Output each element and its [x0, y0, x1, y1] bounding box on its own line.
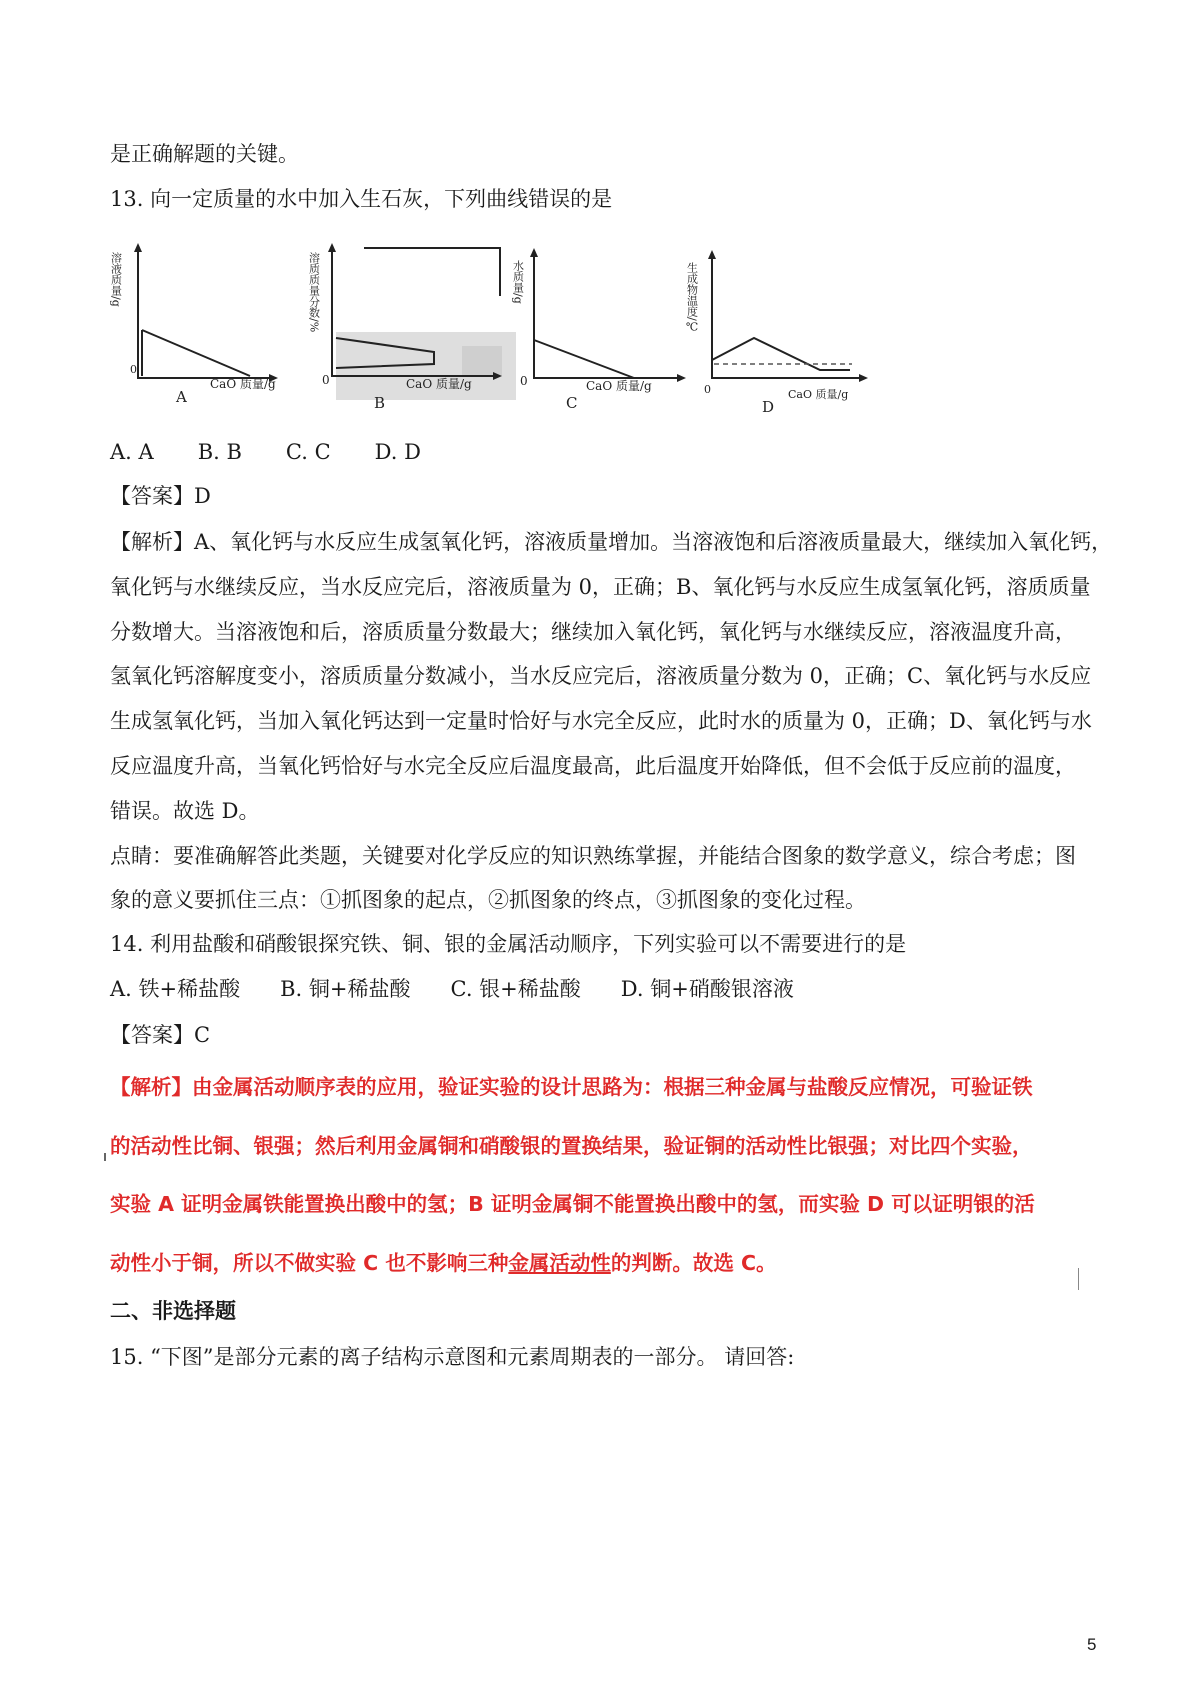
red-text: 的判断。故选 C。 — [610, 1251, 777, 1275]
question-15: 15. “下图”是部分元素的离子结构示意图和元素周期表的一部分。 请回答: — [110, 1345, 795, 1369]
graph-d-xlabel: CaO 质量/g — [788, 388, 849, 401]
graph-d-origin: 0 — [704, 383, 711, 396]
explanation-line: 反应温度升高，当氧化钙恰好与水完全反应后温度最高，此后温度开始降低，但不会低于反应前的温度， — [110, 754, 1076, 778]
graph-c-origin: 0 — [520, 374, 528, 388]
graph-b-caption: B — [374, 394, 386, 412]
answer-14: 【答案】C — [110, 1023, 211, 1047]
red-underlined-text: 金属活动性 — [508, 1251, 611, 1275]
scan-mark — [104, 1153, 106, 1161]
graph-a — [109, 238, 312, 418]
section-heading: 二、非选择题 — [110, 1299, 236, 1323]
explanation-line: 生成氢氧化钙，当加入氧化钙达到一定量时恰好与水完全反应，此时水的质量为 0，正确；D、氧化钙与水 — [110, 709, 1092, 733]
tip-line: 象的意义要抓住三点：①抓图象的起点，②抓图象的终点，③抓图象的变化过程。 — [110, 888, 866, 912]
red-explanation-line: 的活动性比铜、银强；然后利用金属铜和硝酸银的置换结果，验证铜的活动性比银强；对比四个实验， — [110, 1134, 1033, 1158]
graph-d — [685, 246, 900, 421]
explanation-line: 氢氧化钙溶解度变小，溶质质量分数减小，当水反应完后，溶液质量分数为 0，正确；C、氧化钙与水反应 — [110, 664, 1092, 688]
option-c: C. C — [285, 440, 331, 464]
graph-c — [512, 240, 702, 420]
question-14: 14. 利用盐酸和硝酸银探究铁、铜、银的金属活动顺序，下列实验可以不需要进行的是 — [110, 932, 907, 956]
option-a: A. 铁+稀盐酸 — [110, 977, 241, 1001]
graph-c-ylabel: 水质量/g — [511, 260, 525, 304]
option-a: A. A — [110, 440, 154, 464]
scan-mark — [1078, 1268, 1079, 1290]
explanation-line: 错误。故选 D。 — [110, 799, 260, 823]
graph-c-xlabel: CaO 质量/g — [586, 379, 652, 393]
graph-b — [307, 240, 527, 420]
graph-a-origin: 0 — [130, 363, 137, 376]
red-text: 动性小于铜，所以不做实验 C 也不影响三种 — [110, 1251, 509, 1275]
option-d: D. D — [374, 440, 421, 464]
graph-b-xlabel: CaO 质量/g — [406, 377, 472, 391]
explanation-line: 氧化钙与水继续反应，当水反应完后，溶液质量为 0，正确；B、氧化钙与水反应生成氢氧化钙，溶质质量 — [110, 575, 1091, 599]
red-explanation-line — [110, 1249, 777, 1277]
option-c: C. 银+稀盐酸 — [450, 977, 581, 1001]
red-explanation-line: 实验 A 证明金属铁能置换出酸中的氢；B 证明金属铜不能置换出酸中的氢，而实验 D 可以证明银的活 — [110, 1192, 1035, 1216]
graph-a-ylabel: 溶液质量/g — [109, 252, 123, 307]
tip-line: 点睛：要准确解答此类题，关键要对化学反应的知识熟练掌握，并能结合图象的数学意义，综合考虑；图 — [110, 844, 1076, 868]
graph-a-caption: A — [176, 388, 187, 406]
question-13: 13. 向一定质量的水中加入生石灰，下列曲线错误的是 — [110, 187, 613, 211]
red-explanation-line: 【解析】由金属活动顺序表的应用，验证实验的设计思路为：根据三种金属与盐酸反应情况，可验证铁 — [110, 1075, 1033, 1099]
graph-b-ylabel: 溶质质量分数/% — [307, 252, 321, 333]
graph-a-xlabel: CaO 质量/g — [210, 377, 276, 391]
answer-13: 【答案】D — [110, 484, 211, 508]
question-14-options — [110, 975, 834, 1003]
explanation-line: 【解析】A、氧化钙与水反应生成氢氧化钙，溶液质量增加。当溶液饱和后溶液质量最大，继续加入氧化钙， — [110, 530, 1113, 554]
question-13-options — [110, 438, 465, 466]
option-b: B. B — [197, 440, 242, 464]
graph-c-caption: C — [566, 394, 578, 412]
text-line: 是正确解题的关键。 — [110, 142, 299, 166]
graph-d-ylabel: 生成物温度/℃ — [685, 262, 699, 334]
page-number: 5 — [1087, 1635, 1097, 1654]
option-d: D. 铜+硝酸银溶液 — [620, 977, 794, 1001]
graph-d-caption: D — [762, 398, 775, 416]
option-b: B. 铜+稀盐酸 — [280, 977, 411, 1001]
graph-b-origin: 0 — [322, 373, 330, 387]
explanation-line: 分数增大。当溶液饱和后，溶质质量分数最大；继续加入氧化钙，氧化钙与水继续反应，溶液温度升高， — [110, 620, 1076, 644]
